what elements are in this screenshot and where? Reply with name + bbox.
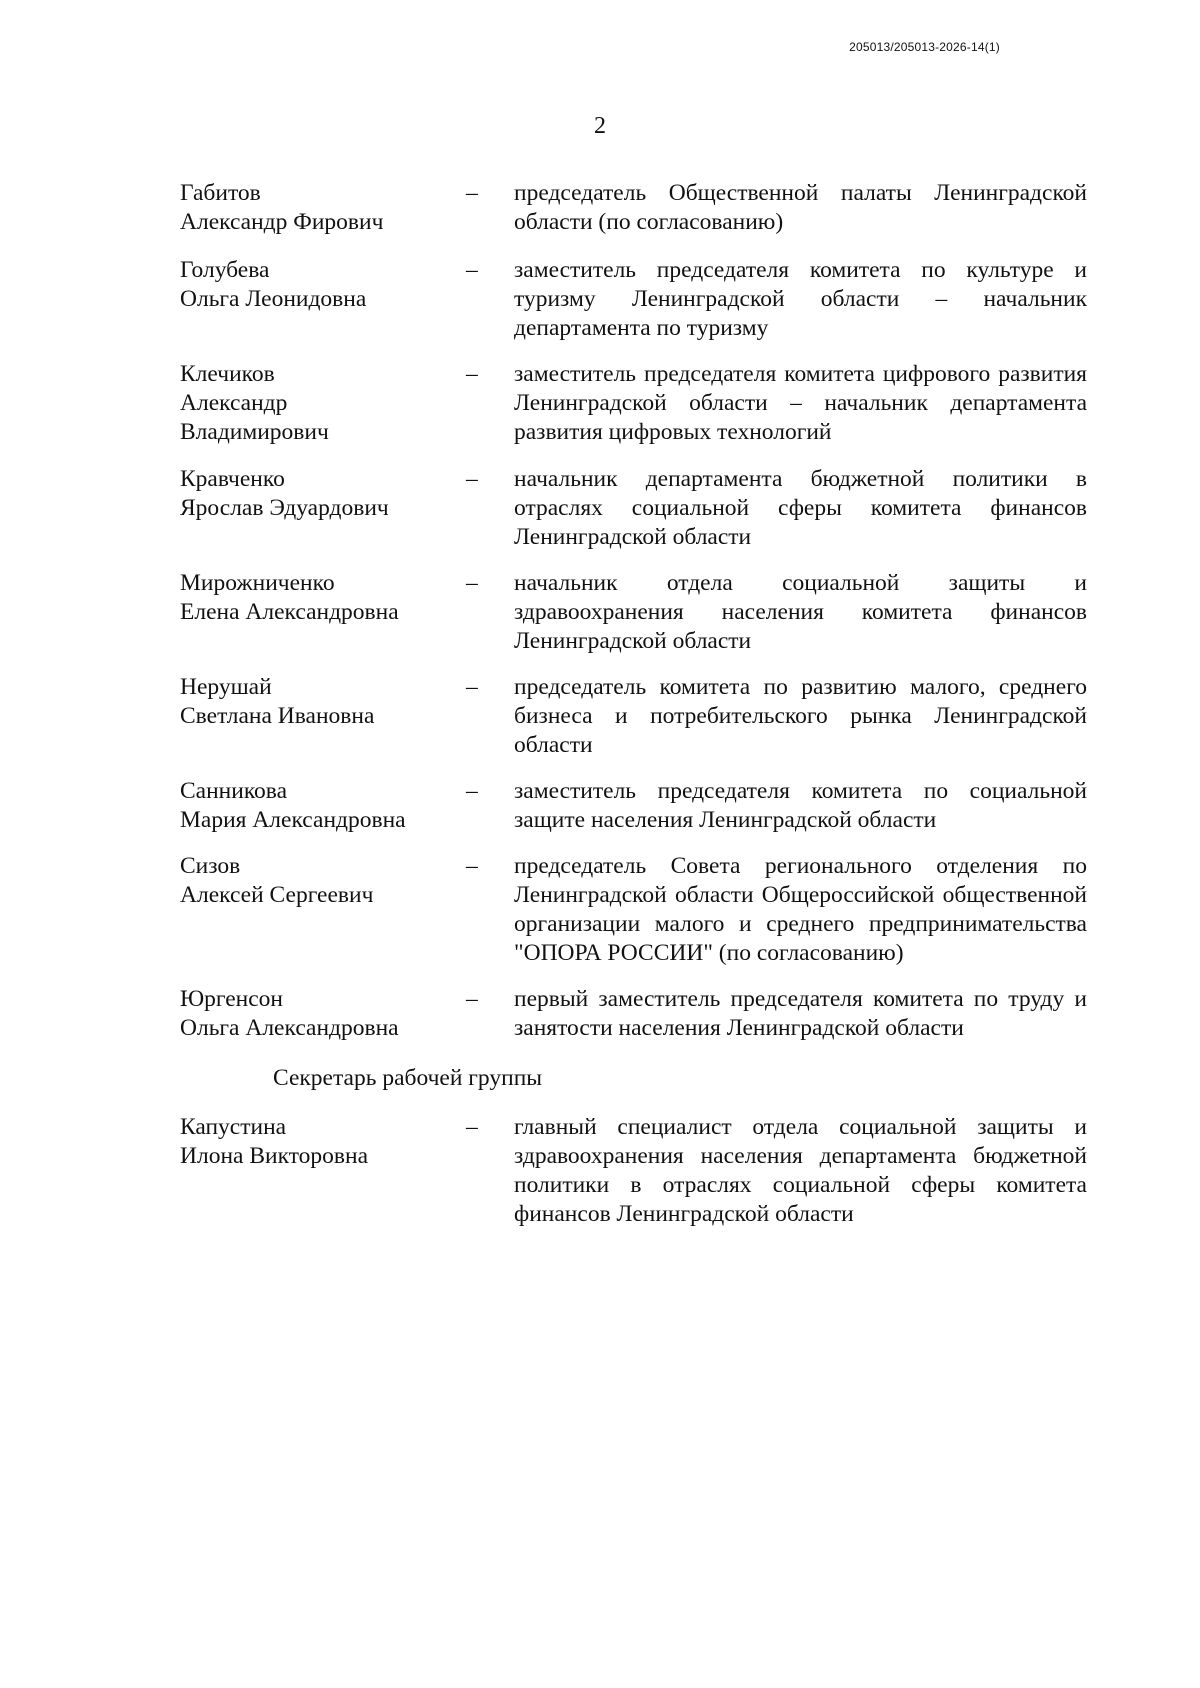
member-surname: Габитов [180, 180, 261, 206]
member-role: председатель Совета регионального отделения по Ленинградской области Общероссийской общественной организации малого и среднего предпринимательства "ОПОРА РОССИИ" (по согласованию) [514, 853, 1087, 966]
member-role: заместитель председателя комитета цифрового развития Ленинградской области – начальник департамента развития цифровых технологий [514, 361, 1087, 445]
member-entry [0, 465, 1200, 552]
member-name [180, 465, 450, 523]
member-entry [0, 777, 1200, 835]
member-dash: – [466, 1114, 478, 1140]
member-given-name: Светлана Ивановна [180, 703, 375, 729]
member-name [180, 360, 380, 447]
member-dash: – [466, 257, 478, 283]
member-entry [0, 673, 1200, 760]
member-name [180, 673, 450, 731]
member-dash: – [466, 853, 478, 879]
member-entry [0, 569, 1200, 656]
member-role: главный специалист отдела социальной защиты и здравоохранения населения департамента бюджетной политики в отраслях социальной сферы комитета финансов Ленинградской области [514, 1114, 1087, 1227]
member-role: заместитель председателя комитета по культуре и туризму Ленинградской области – начальник департамента по туризму [514, 257, 1087, 341]
member-given-name: Ярослав Эдуардович [180, 495, 389, 521]
member-list [0, 179, 1200, 1229]
member-dash: – [466, 570, 478, 596]
member-surname: Юргенсон [180, 986, 283, 1012]
member-name [180, 256, 450, 314]
member-entry [0, 985, 1200, 1043]
member-name [180, 179, 450, 237]
member-entry [0, 256, 1200, 343]
member-dash: – [466, 778, 478, 804]
secretary-entry [0, 1113, 1200, 1229]
member-role: заместитель председателя комитета по социальной защите населения Ленинградской области [514, 778, 1087, 833]
member-given-name: Ольга Александровна [180, 1015, 399, 1041]
member-surname: Сизов [180, 853, 241, 879]
member-name [180, 852, 450, 910]
member-given-name: Александр Владимирович [180, 390, 329, 445]
member-surname: Санникова [180, 778, 288, 804]
member-given-name: Ольга Леонидовна [180, 286, 367, 312]
member-dash: – [466, 180, 478, 206]
member-given-name: Елена Александровна [180, 599, 399, 625]
member-entry [0, 360, 1200, 447]
member-given-name: Александр Фирович [180, 209, 384, 235]
member-given-name: Алексей Сергеевич [180, 882, 374, 908]
member-role: начальник департамента бюджетной политики в отраслях социальной сферы комитета финансов Ленинградской области [514, 466, 1087, 550]
member-entry [0, 179, 1200, 237]
member-role: начальник отдела социальной защиты и здравоохранения населения комитета финансов Ленинградской области [514, 570, 1087, 654]
member-dash: – [466, 986, 478, 1012]
member-role: первый заместитель председателя комитета по труду и занятости населения Ленинградской области [514, 986, 1087, 1041]
member-given-name: Илона Викторовна [180, 1143, 368, 1169]
member-role: председатель Общественной палаты Ленинградской области (по согласованию) [514, 180, 1087, 235]
member-name [180, 777, 450, 835]
member-name [180, 985, 450, 1043]
member-surname: Клечиков [180, 361, 275, 387]
member-given-name: Мария Александровна [180, 807, 406, 833]
member-dash: – [466, 466, 478, 492]
member-role: председатель комитета по развитию малого, среднего бизнеса и потребительского рынка Ленинградской области [514, 674, 1087, 758]
member-surname: Голубева [180, 257, 270, 283]
member-surname: Мирожниченко [180, 570, 335, 596]
member-dash: – [466, 361, 478, 387]
member-dash: – [466, 674, 478, 700]
member-name [180, 569, 450, 627]
member-surname: Капустина [180, 1114, 287, 1140]
member-entry [0, 852, 1200, 968]
member-surname: Кравченко [180, 466, 285, 492]
member-name [180, 1113, 450, 1171]
member-surname: Нерушай [180, 674, 272, 700]
document-id: 205013/205013-2026-14(1) [849, 40, 1000, 54]
secretary-heading: Секретарь рабочей группы [273, 1065, 543, 1091]
page-number: 2 [594, 113, 606, 139]
